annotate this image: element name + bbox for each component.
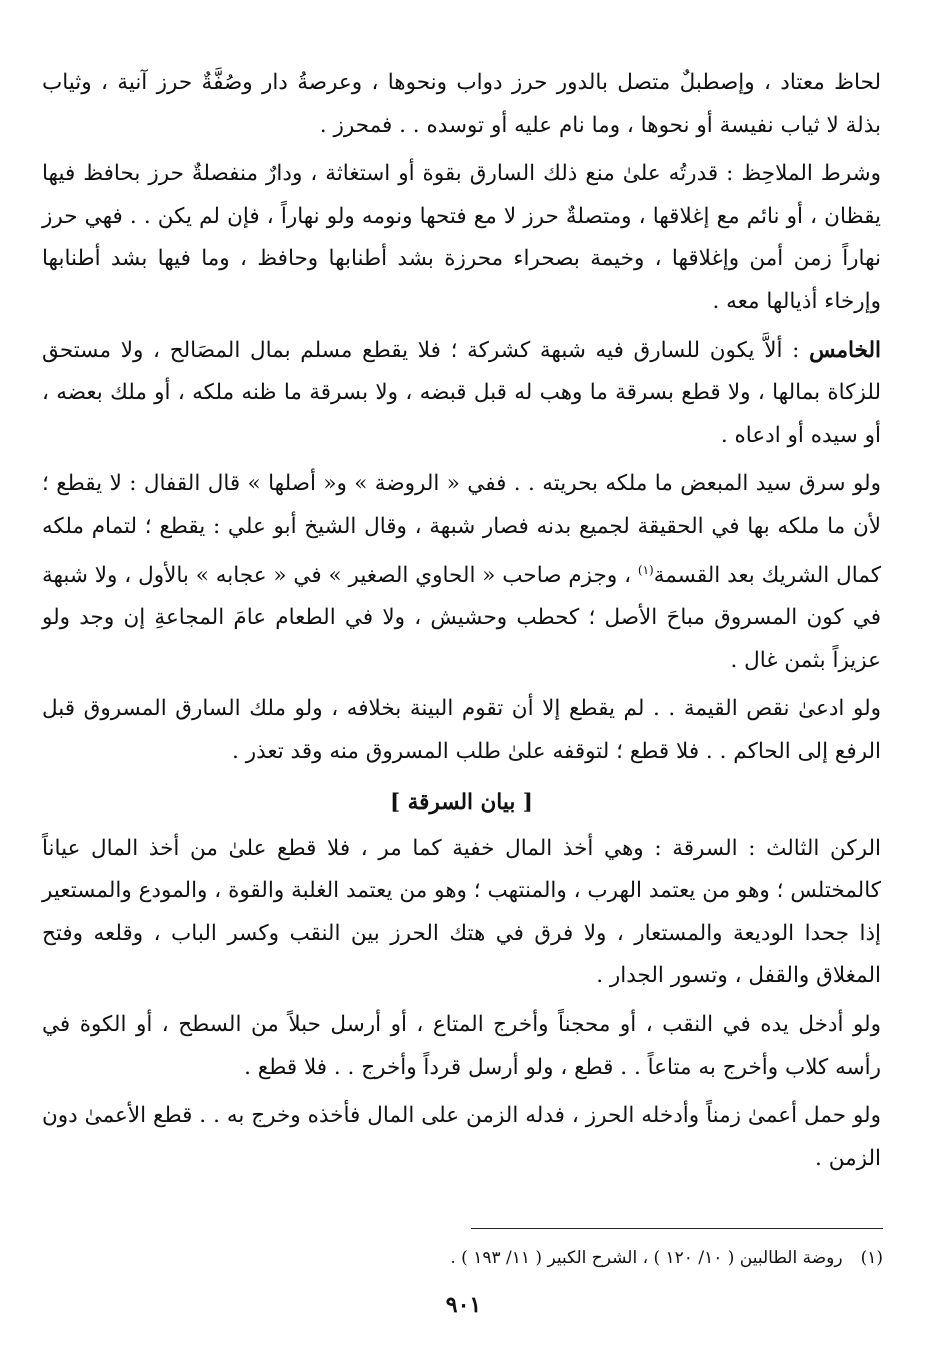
paragraph-hirz-examples: لحاظ معتاد ، وإصطبلٌ متصل بالدور حرز دواب ونحوها ، وعرصةُ دار وصُفَّةٌ حرز آنية ، وثياب بذلة لا ثياب نفيسة أو نحوها ، وما نام عليه أو توسده . . فمحرز .	[42, 70, 881, 138]
footnote-text: روضة الطالبين ( ١٠/ ١٢٠ ) ، الشرح الكبير ( ١١/ ١٩٣ ) .	[450, 1248, 843, 1268]
footnote-separator	[471, 1228, 883, 1229]
page-number: ٩٠١	[445, 1292, 482, 1318]
paragraph-watcher-condition: وشرط الملاحِظ : قدرتُه علىٰ منع ذلك السارق بقوة أو استغاثة ، ودارٌ منفصلةٌ حرز بحافظ فيها يقظان ، أو نائم مع إغلاقها ، ومتصلةٌ حرز لا مع فتحها ونومه ولو نهاراً ، فإن لم يكن . . فهي حرز نهاراً زمن أمن وإغلاقها ، وخيمة بصحراء محرزة بشد أطنابها وحافظ ، وما فيها بشد أطنابها وإرخاء أذيالها معه .	[42, 161, 881, 314]
mubaad-text-after: ، وجزم صاحب « الحاوي الصغير » في « عجابه » بالأول ، ولا شبهة في كون المسروق مباحَ الأصل ؛ كحطب وحشيش ، ولا في الطعام عامَ المجاعةِ إن وجد ولو عزيزاً بثمن غال .	[42, 562, 881, 673]
footnote-reference: (١)	[637, 562, 654, 577]
paragraph-fifth-condition	[42, 330, 881, 458]
paragraph-hand-in-hole: ولو أدخل يده في النقب ، أو محجناً وأخرج المتاع ، أو أرسل حبلاً من السطح ، أو الكوة في رأسه كلاب وأخرج به متاعاً . . قطع ، ولو أرسل قرداً وأخرج . . فلا قطع .	[42, 1012, 881, 1080]
footnote-mark: (١)	[860, 1248, 883, 1268]
fifth-condition-label: الخامس	[809, 337, 881, 363]
section-heading: [ بيان السرقة ]	[390, 789, 533, 815]
footnote	[300, 1244, 883, 1272]
paragraph-third-pillar: الركن الثالث : السرقة : وهي أخذ المال خفية كما مر ، فلا قطع علىٰ من أخذ المال عياناً كالمختلس ؛ وهو من يعتمد الهرب ، والمنتهب ؛ وهو من يعتمد الغلبة والقوة ، والمودع والمستعير إذا جحدا الوديعة والمستعار ، ولا فرق في هتك الحرز بين النقب وكسر الباب ، وقلعه وفتح المغلاق والقفل ، وتسور الجدار .	[42, 835, 881, 989]
paragraph-value-claim: ولو ادعىٰ نقص القيمة . . لم يقطع إلا أن تقوم البينة بخلافه ، ولو ملك السارق المسروق قبل الرفع إلى الحاكم . . فلا قطع ؛ لتوقفه علىٰ طلب المسروق منه وقد تعذر .	[42, 696, 881, 765]
fifth-condition-text: : ألاَّ يكون للسارق فيه شبهة كشركة ؛ فلا يقطع مسلم بمال المصَالح ، ولا مستحق للزكاة بمالها ، ولا قطع بسرقة ما وهب له قبل قبضه ، ولا بسرقة ما ظنه ملكه ، أو ملك بعضه ، أو سيده أو ادعاه .	[42, 337, 881, 448]
paragraph-mubaad	[42, 463, 881, 682]
paragraph-blind-carrier: ولو حمل أعمىٰ زمناً وأدخله الحرز ، فدله الزمن على المال فأخذه وخرج به . . قطع الأعمىٰ دون الزمن .	[42, 1103, 881, 1171]
mubaad-text-before: ولو سرق سيد المبعض ما ملكه بحريته . . ففي « الروضة » و« أصلها » قال القفال : لا يقطع ؛ لأن ما ملكه بها في الحقيقة لجميع بدنه فصار شبهة ، وقال الشيخ أبو علي : يقطع ؛ لتمام ملكه كمال الشريك بعد القسمة	[42, 471, 881, 588]
